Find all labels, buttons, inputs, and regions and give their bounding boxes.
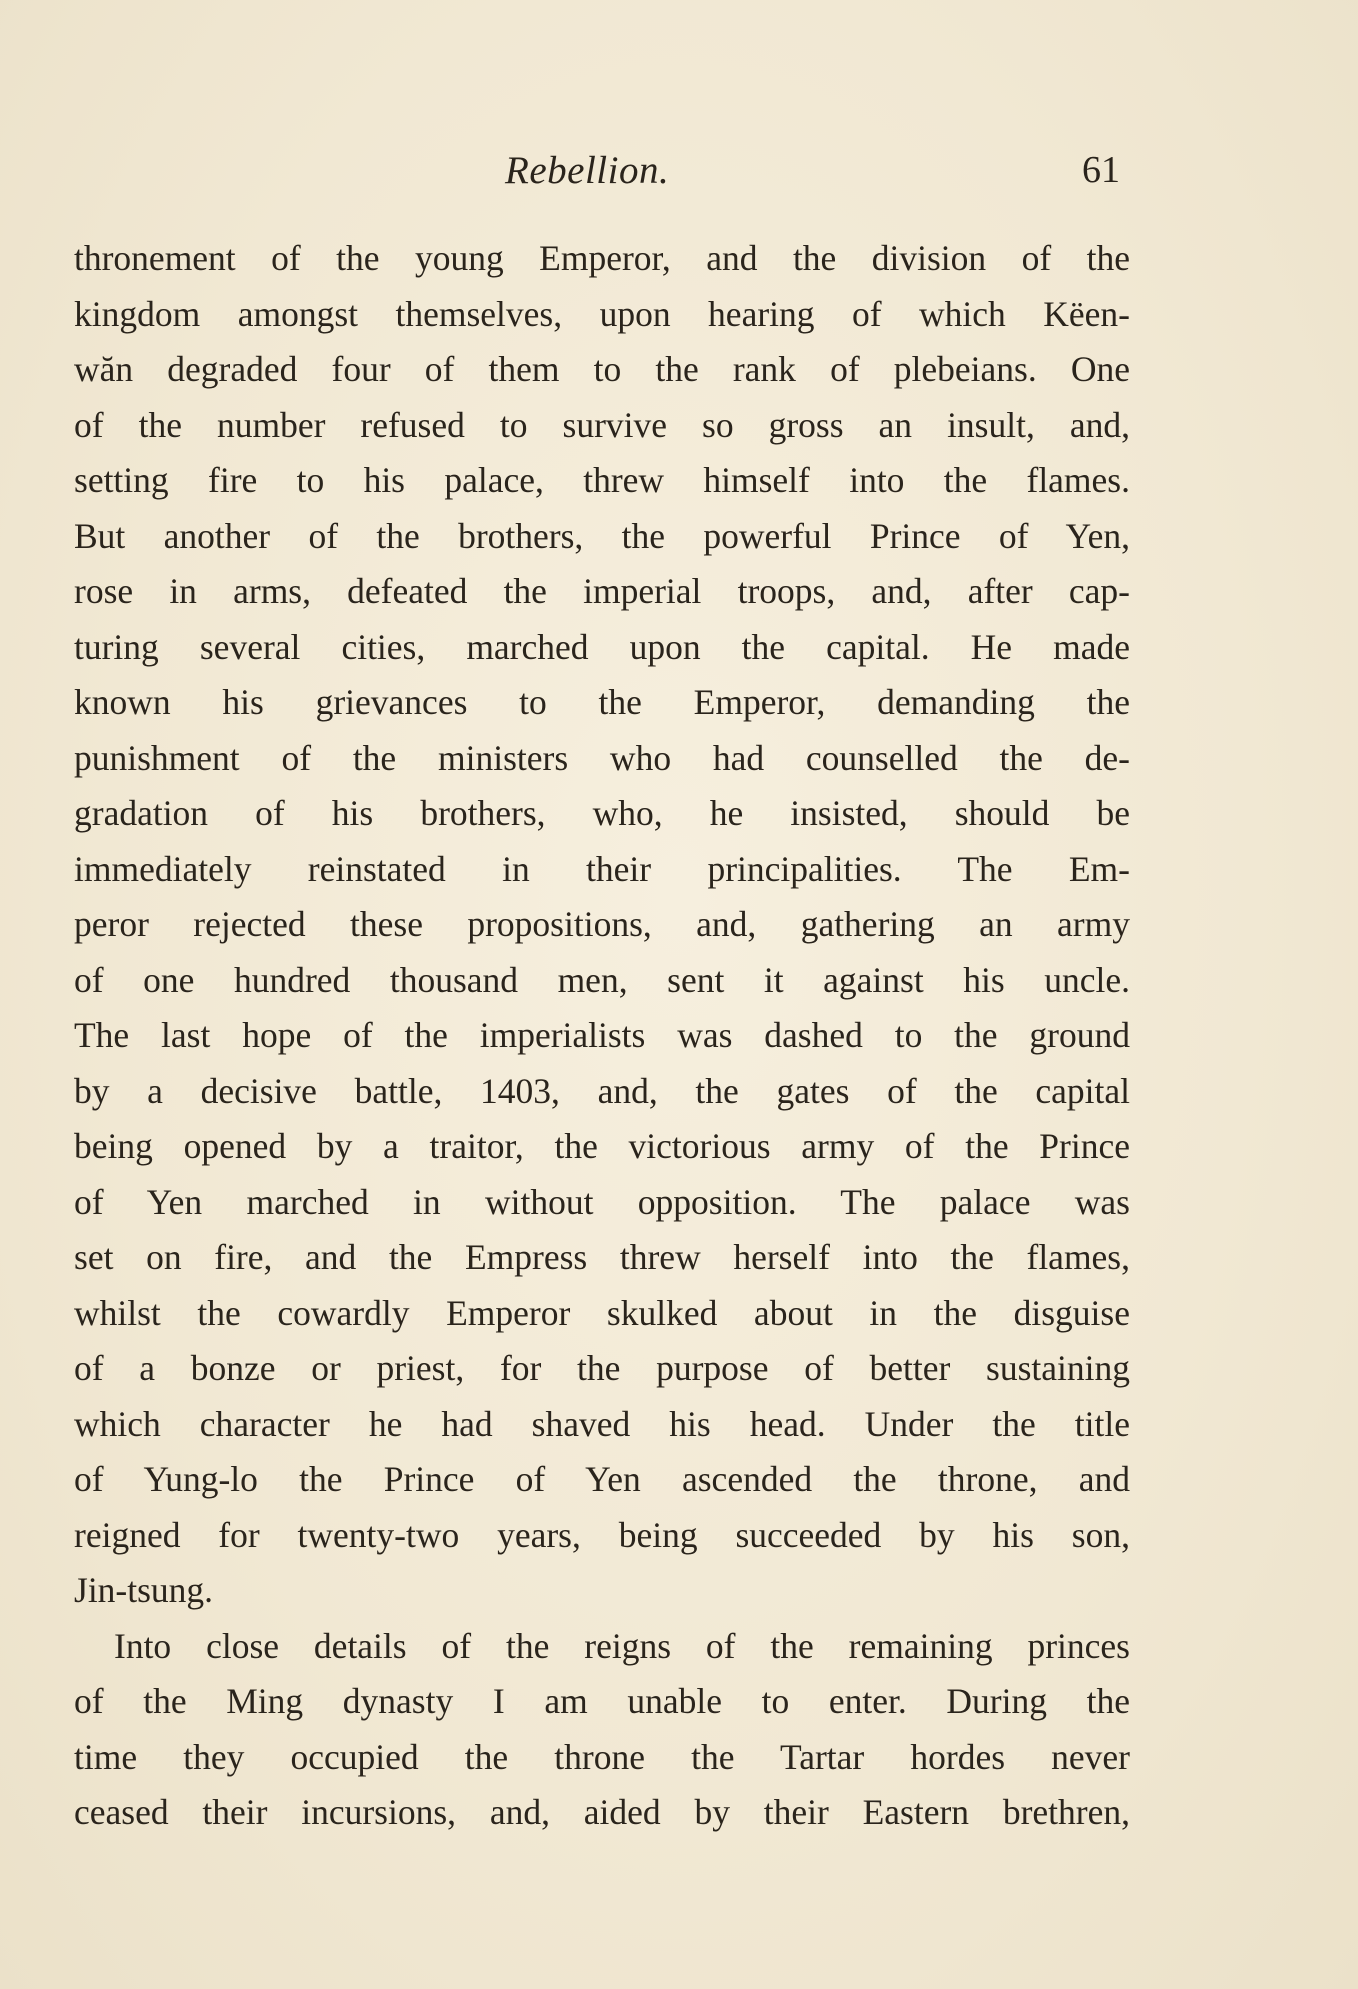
page-number: 61 xyxy=(1082,149,1120,191)
page-header xyxy=(0,148,1358,198)
text-line: being opened by a traitor, the victorious army of the Prince xyxy=(74,1126,1130,1166)
text-line: The last hope of the imperialists was dashed to the ground xyxy=(74,1015,1130,1055)
text-line: setting fire to his palace, threw himself into the flames. xyxy=(74,460,1130,500)
running-title: Rebellion. xyxy=(505,149,670,192)
text-line: thronement of the young Emperor, and the division of the xyxy=(74,238,1130,278)
text-line: whilst the cowardly Emperor skulked about in the disguise xyxy=(74,1292,1130,1333)
text-line: of the Ming dynasty I am unable to enter. During the xyxy=(74,1681,1130,1721)
text-line: of one hundred thousand men, sent it against his uncle. xyxy=(74,959,1130,1000)
body-text xyxy=(74,231,1130,1841)
text-line: Into close details of the reigns of the remaining princes xyxy=(114,1625,1130,1666)
text-line: turing several cities, marched upon the capital. He made xyxy=(74,626,1130,667)
text-line: ceased their incursions, and, aided by their Eastern brethren, xyxy=(74,1792,1130,1832)
text-line: known his grievances to the Emperor, demanding the xyxy=(74,682,1130,722)
text-line: punishment of the ministers who had counselled the de- xyxy=(74,737,1130,778)
text-line: of the number refused to survive so gross an insult, and, xyxy=(74,404,1130,445)
text-line: reigned for twenty-two years, being succeeded by his son, xyxy=(74,1514,1130,1555)
text-line: of a bonze or priest, for the purpose of better sustaining xyxy=(74,1348,1130,1388)
text-line: Jin-tsung. xyxy=(74,1570,214,1610)
text-line: set on fire, and the Empress threw herself into the flames, xyxy=(74,1237,1130,1277)
text-line: gradation of his brothers, who, he insisted, should be xyxy=(74,793,1130,833)
text-line: But another of the brothers, the powerful Prince of Yen, xyxy=(74,515,1130,556)
text-line: peror rejected these propositions, and, gathering an army xyxy=(74,904,1130,944)
text-line: of Yen marched in without opposition. The palace was xyxy=(74,1181,1130,1222)
text-line: of Yung-lo the Prince of Yen ascended the throne, and xyxy=(74,1459,1130,1499)
text-line: which character he had shaved his head. Under the title xyxy=(74,1403,1130,1444)
text-line: immediately reinstated in their principalities. The Em- xyxy=(74,848,1130,889)
text-line: wăn degraded four of them to the rank of plebeians. One xyxy=(74,349,1130,389)
text-line: by a decisive battle, 1403, and, the gates of the capital xyxy=(74,1070,1130,1111)
text-line: kingdom amongst themselves, upon hearing of which Këen- xyxy=(74,293,1130,334)
text-line: rose in arms, defeated the imperial troops, and, after cap- xyxy=(74,571,1130,611)
text-line: time they occupied the throne the Tartar hordes never xyxy=(74,1736,1130,1777)
